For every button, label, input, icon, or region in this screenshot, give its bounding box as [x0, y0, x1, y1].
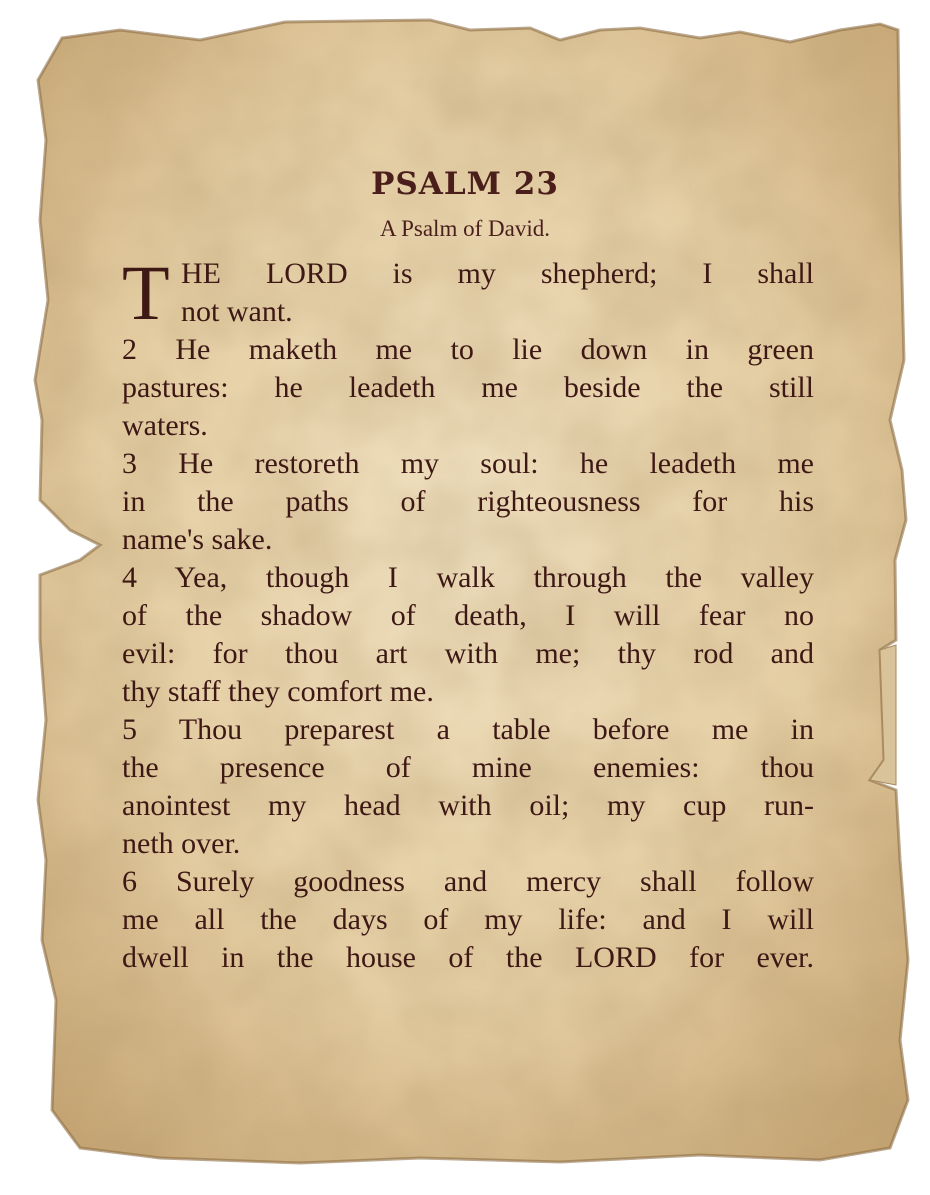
text-line: the presence of mine enemies: thou [122, 751, 814, 784]
text-line: 2 He maketh me to lie down in green [122, 333, 814, 366]
text-line: neth over. [122, 827, 241, 860]
text-line: 6 Surely goodness and mercy shall follow [122, 865, 814, 898]
text-line: 4 Yea, though I walk through the valley [122, 561, 814, 594]
text-line: dwell in the house of the LORD for ever. [122, 941, 814, 974]
page-subtitle: A Psalm of David. [380, 216, 550, 241]
text-line: name's sake. [122, 523, 273, 556]
text-line: 3 He restoreth my soul: he leadeth me [122, 447, 814, 480]
text-line: waters. [122, 409, 208, 442]
text-line: not want. [181, 295, 293, 328]
text-line: of the shadow of death, I will fear no [122, 599, 814, 632]
text-line: anointest my head with oil; my cup run- [122, 789, 814, 822]
text-line: in the paths of righteousness for his [122, 485, 814, 518]
text-line: pastures: he leadeth me beside the still [122, 371, 814, 404]
psalm-text [122, 249, 814, 977]
page-title: PSALM 23 [371, 166, 559, 202]
text-line: 5 Thou preparest a table before me in [122, 713, 814, 746]
text-line: HE LORD is my shepherd; I shall [181, 257, 814, 290]
text-line: thy staff they comfort me. [122, 675, 434, 708]
drop-cap: T [122, 249, 170, 336]
text-line: evil: for thou art with me; thy rod and [122, 637, 814, 670]
text-line: me all the days of my life: and I will [122, 903, 814, 936]
